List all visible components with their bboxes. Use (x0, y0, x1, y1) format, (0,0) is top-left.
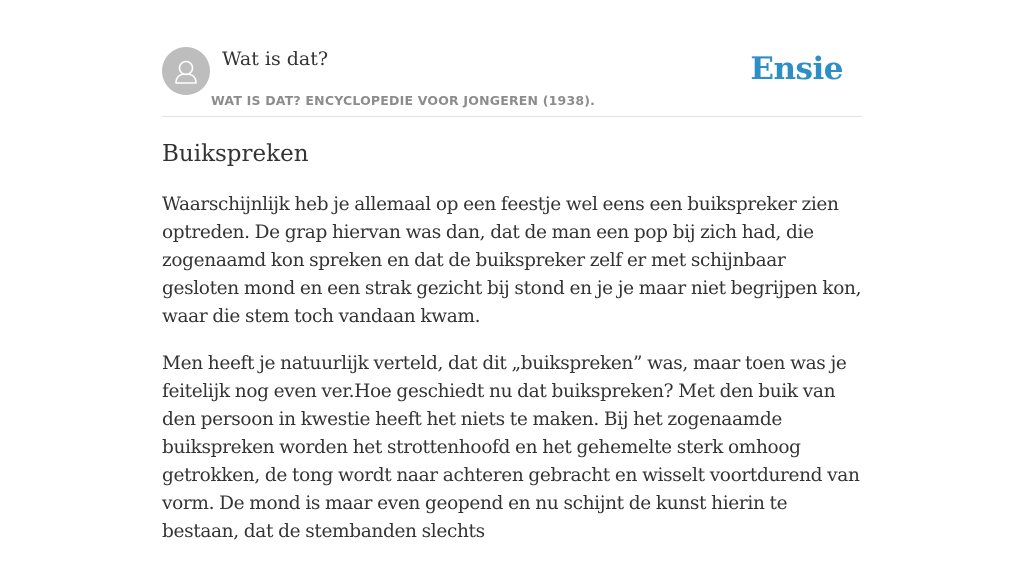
article (162, 138, 867, 565)
source-subtitle: WAT IS DAT? ENCYCLOPEDIE VOOR JONGEREN (1938). (211, 93, 596, 108)
avatar[interactable] (162, 47, 210, 95)
user-icon (162, 47, 210, 95)
article-paragraph: Waarschijnlijk heb je allemaal op een feestje wel eens een buikspreker zien optreden. De grap hiervan was dan, dat de man een pop bij zich had, die zogenaamd kon spreken en dat de buikspreker zelf er met schijnbaar gesloten mond en een strak gezicht bij stond en je je maar niet begrijpen kon, waar die stem toch vandaan kwam. (162, 194, 862, 327)
ensie-logo[interactable]: Ensie (750, 51, 843, 87)
source-title[interactable]: Wat is dat? (222, 48, 329, 70)
source-header (162, 46, 862, 117)
article-title: Buikspreken (162, 141, 309, 167)
article-paragraph: Men heeft je natuurlijk verteld, dat dit „buikspreken” was, maar toen was je feitelijk nog even ver.Hoe geschiedt nu dat buikspreken? Met den buik van den persoon in kwestie heeft het niets te maken. Bij het zogenaamde buikspreken worden het strottenhoofd en het gehemelte sterk omhoog getrokken, de tong wordt naar achteren gebracht en wisselt voortdurend van vorm. De mond is maar even geopend en nu schijnt de kunst hierin te bestaan, dat de stembanden slechts (162, 353, 860, 542)
